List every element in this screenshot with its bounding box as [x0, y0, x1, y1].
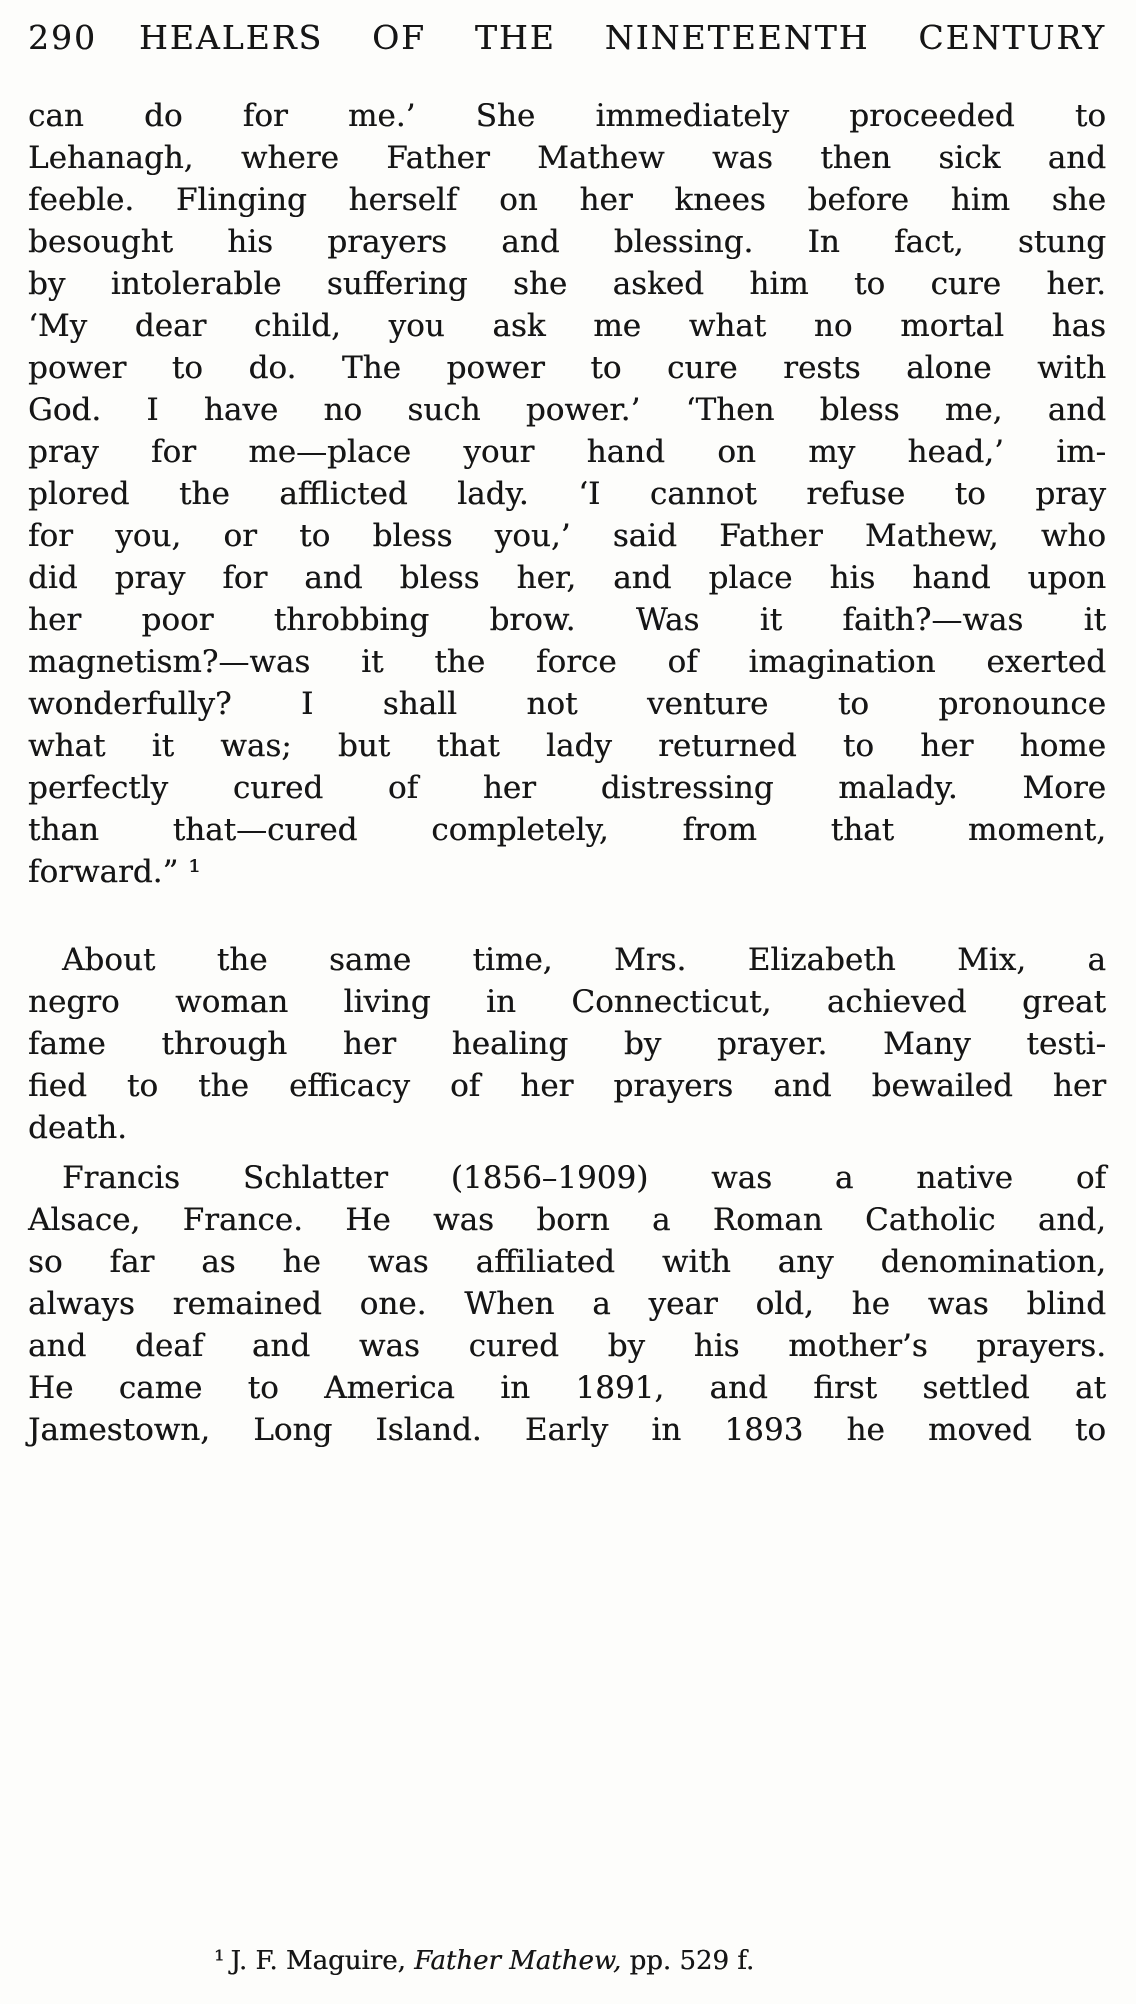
text-line: fied to the efficacy of her prayers and bewailed her	[28, 1068, 1106, 1104]
running-title: HEALERS OF THE NINETEENTH CENTURY	[139, 18, 1106, 57]
text-line: Lehanagh, where Father Mathew was then sick and	[28, 140, 1106, 176]
text-line: Jamestown, Long Island. Early in 1893 he moved to	[28, 1412, 1106, 1448]
page-number: 290	[28, 18, 97, 57]
footnote	[28, 1944, 1106, 1978]
text-line: negro woman living in Connecticut, achieved great	[28, 984, 1106, 1020]
text-line: magnetism?—was it the force of imagination exerted	[28, 644, 1106, 680]
text-line: so far as he was affiliated with any denomination,	[28, 1244, 1106, 1280]
footnote-author: J. F. Maguire,	[230, 1946, 415, 1976]
text-line: death.	[28, 1110, 127, 1146]
page-header	[28, 18, 1106, 57]
text-line: her poor throbbing brow. Was it faith?—was it	[28, 602, 1106, 638]
text-line: pray for me—place your hand on my head,’ im-	[28, 434, 1106, 470]
footnote-marker: ¹	[214, 1946, 225, 1976]
text-line: Alsace, France. He was born a Roman Catholic and,	[28, 1202, 1106, 1238]
footnote-pages: pp. 529 f.	[621, 1946, 755, 1976]
text-line: always remained one. When a year old, he was blind	[28, 1286, 1106, 1322]
text-line: perfectly cured of her distressing malady. More	[28, 770, 1106, 806]
footnote-book-title: Father Mathew,	[414, 1946, 622, 1976]
paragraph	[28, 1157, 1106, 1451]
text-line: He came to America in 1891, and first settled at	[28, 1370, 1106, 1406]
text-line: can do for me.’ She immediately proceeded to	[28, 98, 1106, 134]
page-body	[28, 95, 1106, 1451]
text-line: feeble. Flinging herself on her knees before him she	[28, 182, 1106, 218]
text-line: and deaf and was cured by his mother’s prayers.	[28, 1328, 1106, 1364]
text-line: About the same time, Mrs. Elizabeth Mix, a	[62, 942, 1106, 978]
text-line: for you, or to bless you,’ said Father Mathew, who	[28, 518, 1106, 554]
text-line: power to do. The power to cure rests alone with	[28, 350, 1106, 386]
text-line: Francis Schlatter (1856–1909) was a native of	[62, 1160, 1106, 1196]
text-line: what it was; but that lady returned to her home	[28, 728, 1106, 764]
text-line: ‘My dear child, you ask me what no mortal has	[28, 308, 1106, 344]
paragraph	[28, 939, 1106, 1149]
text-line: besought his prayers and blessing. In fact, stung	[28, 224, 1106, 260]
text-line: did pray for and bless her, and place his hand upon	[28, 560, 1106, 596]
text-line: God. I have no such power.’ ‘Then bless me, and	[28, 392, 1106, 428]
text-line: than that—cured completely, from that moment,	[28, 812, 1106, 848]
text-line: wonderfully? I shall not venture to pronounce	[28, 686, 1106, 722]
text-line: forward.” ¹	[28, 854, 201, 890]
text-line: by intolerable suffering she asked him to cure her.	[28, 266, 1106, 302]
paragraph	[28, 95, 1106, 893]
text-line: fame through her healing by prayer. Many testi-	[28, 1026, 1106, 1062]
text-line: plored the afflicted lady. ‘I cannot refuse to pray	[28, 476, 1106, 512]
